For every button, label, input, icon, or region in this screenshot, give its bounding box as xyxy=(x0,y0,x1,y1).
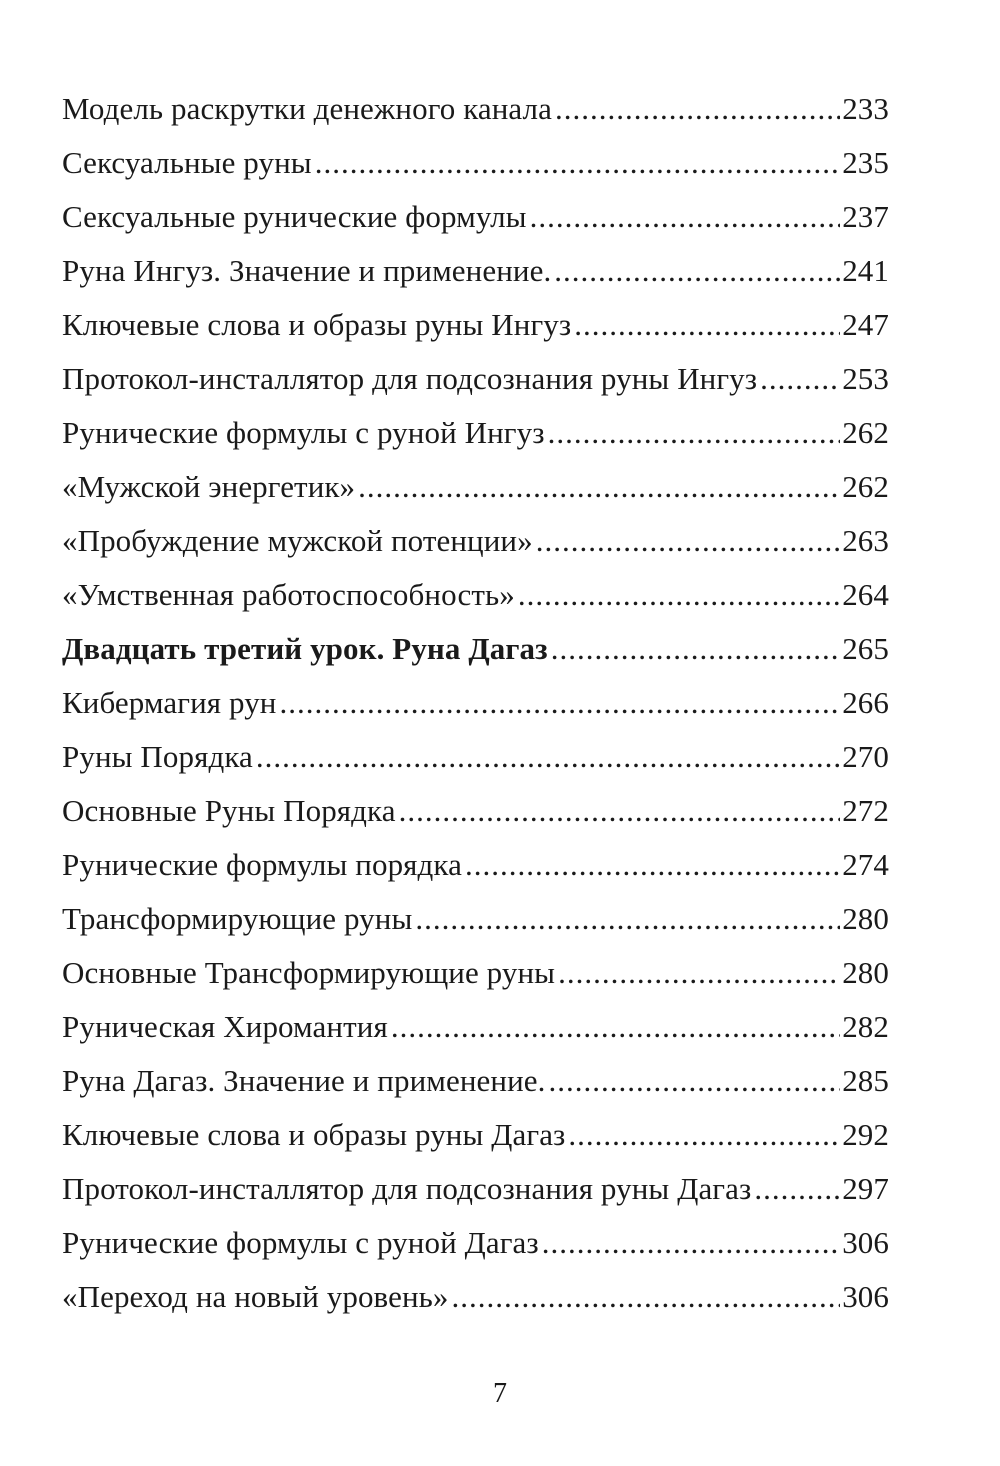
toc-leader-dots xyxy=(542,1216,840,1270)
page-number: 7 xyxy=(493,1378,507,1409)
toc-leader-dots xyxy=(548,406,841,460)
toc-entry-title: Ключевые слова и образы руны Дагаз xyxy=(62,1117,566,1152)
toc-entry-title: «Умственная работоспособность» xyxy=(62,577,515,612)
table-of-contents xyxy=(62,82,889,1324)
toc-entry-page: 280 xyxy=(842,901,889,936)
toc-entry[interactable] xyxy=(62,1108,889,1162)
toc-entry[interactable] xyxy=(62,838,889,892)
toc-entry[interactable] xyxy=(62,298,889,352)
toc-entry-title: Протокол-инсталлятор для подсознания руны Ингуз xyxy=(62,361,758,396)
toc-entry-page: 233 xyxy=(842,91,889,126)
toc-entry-page: 280 xyxy=(842,955,889,990)
toc-entry[interactable] xyxy=(62,676,889,730)
toc-entry-page: 265 xyxy=(842,631,889,666)
toc-entry-title: Протокол-инсталлятор для подсознания руны Дагаз xyxy=(62,1171,752,1206)
toc-entry-title: Основные Руны Порядка xyxy=(62,793,396,828)
toc-entry-title: Двадцать третий урок. Руна Дагаз xyxy=(62,631,548,666)
toc-entry-title: Основные Трансформирующие руны xyxy=(62,955,556,990)
toc-entry-page: 264 xyxy=(842,577,889,612)
toc-leader-dots xyxy=(315,136,840,190)
toc-entry[interactable] xyxy=(62,730,889,784)
toc-leader-dots xyxy=(391,1000,840,1054)
toc-entry-title: Рунические формулы с руной Ингуз xyxy=(62,415,545,450)
toc-entry-title: Руна Дагаз. Значение и применение. xyxy=(62,1063,546,1098)
toc-entry-title: Рунические формулы порядка xyxy=(62,847,462,882)
toc-leader-dots xyxy=(530,190,841,244)
toc-entry-title: Ключевые слова и образы руны Ингуз xyxy=(62,307,572,342)
toc-entry-page: 306 xyxy=(842,1225,889,1260)
toc-entry-title: Руны Порядка xyxy=(62,739,253,774)
toc-entry-page: 235 xyxy=(842,145,889,180)
toc-entry[interactable] xyxy=(62,352,889,406)
toc-entry[interactable] xyxy=(62,892,889,946)
toc-leader-dots xyxy=(279,676,840,730)
toc-entry-page: 241 xyxy=(842,253,889,288)
toc-entry-title: Модель раскрутки денежного канала xyxy=(62,91,552,126)
toc-entry-title: Руна Ингуз. Значение и применение. xyxy=(62,253,552,288)
toc-entry[interactable] xyxy=(62,460,889,514)
toc-lesson-heading[interactable] xyxy=(62,622,889,676)
toc-entry-title: Сексуальные рунические формулы xyxy=(62,199,527,234)
toc-entry-title: Сексуальные руны xyxy=(62,145,312,180)
toc-entry-page: 297 xyxy=(842,1171,889,1206)
toc-leader-dots xyxy=(536,514,840,568)
toc-entry-page: 292 xyxy=(842,1117,889,1152)
toc-entry-page: 266 xyxy=(842,685,889,720)
toc-leader-dots xyxy=(554,244,840,298)
toc-leader-dots xyxy=(548,1054,840,1108)
toc-entry[interactable] xyxy=(62,514,889,568)
toc-entry-page: 262 xyxy=(842,469,889,504)
toc-leader-dots xyxy=(451,1270,840,1324)
toc-leader-dots xyxy=(399,784,841,838)
toc-leader-dots xyxy=(558,946,840,1000)
toc-entry-page: 272 xyxy=(842,793,889,828)
toc-entry[interactable] xyxy=(62,244,889,298)
toc-entry[interactable] xyxy=(62,1054,889,1108)
toc-entry[interactable] xyxy=(62,1216,889,1270)
toc-entry-page: 237 xyxy=(842,199,889,234)
toc-entry[interactable] xyxy=(62,190,889,244)
toc-entry-page: 306 xyxy=(842,1279,889,1314)
toc-entry-title: Руническая Хиромантия xyxy=(62,1009,388,1044)
toc-leader-dots xyxy=(754,1162,840,1216)
toc-leader-dots xyxy=(551,622,840,676)
toc-leader-dots xyxy=(518,568,840,622)
toc-entry-title: Трансформирующие руны xyxy=(62,901,413,936)
toc-leader-dots xyxy=(415,892,840,946)
toc-entry[interactable] xyxy=(62,1000,889,1054)
toc-leader-dots xyxy=(256,730,840,784)
toc-leader-dots xyxy=(568,1108,840,1162)
toc-entry[interactable] xyxy=(62,1270,889,1324)
toc-entry[interactable] xyxy=(62,1162,889,1216)
toc-entry[interactable] xyxy=(62,568,889,622)
toc-entry-page: 253 xyxy=(842,361,889,396)
toc-entry-title: Рунические формулы с руной Дагаз xyxy=(62,1225,539,1260)
toc-entry-page: 285 xyxy=(842,1063,889,1098)
toc-leader-dots xyxy=(358,460,840,514)
toc-leader-dots xyxy=(760,352,840,406)
toc-leader-dots xyxy=(555,82,840,136)
toc-entry-page: 263 xyxy=(842,523,889,558)
toc-entry[interactable] xyxy=(62,946,889,1000)
toc-entry[interactable] xyxy=(62,82,889,136)
toc-entry[interactable] xyxy=(62,136,889,190)
toc-leader-dots xyxy=(465,838,840,892)
toc-entry[interactable] xyxy=(62,784,889,838)
toc-entry-page: 262 xyxy=(842,415,889,450)
toc-entry[interactable] xyxy=(62,406,889,460)
toc-entry-title: «Мужской энергетик» xyxy=(62,469,356,504)
toc-entry-page: 270 xyxy=(842,739,889,774)
toc-entry-title: «Переход на новый уровень» xyxy=(62,1279,449,1314)
toc-entry-page: 282 xyxy=(842,1009,889,1044)
toc-entry-page: 274 xyxy=(842,847,889,882)
toc-entry-title: Кибермагия рун xyxy=(62,685,277,720)
toc-leader-dots xyxy=(574,298,840,352)
toc-entry-title: «Пробуждение мужской потенции» xyxy=(62,523,533,558)
toc-entry-page: 247 xyxy=(842,307,889,342)
